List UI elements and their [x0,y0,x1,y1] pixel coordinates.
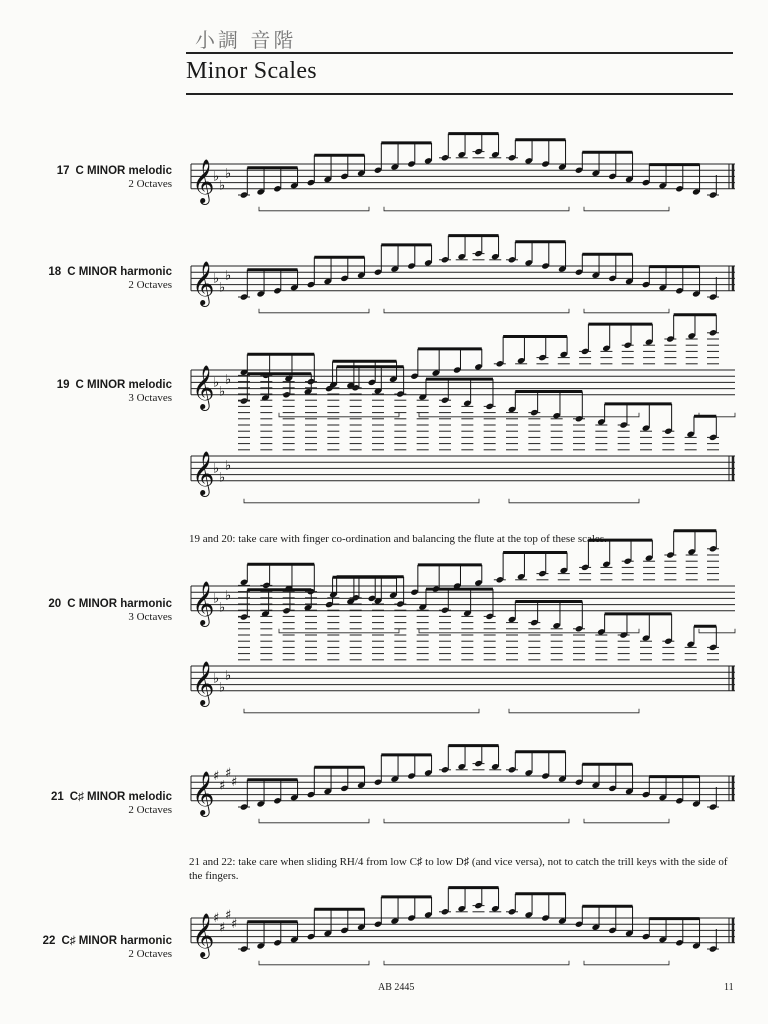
staff-scale-22 [189,904,737,976]
key-signature-accidental: ♭ [225,166,232,182]
slur-bracket [584,819,669,823]
treble-clef: 𝄞 [192,660,215,705]
key-signature-accidental: ♭ [225,372,232,388]
scale-label-18: 18 C MINOR harmonic 2 Octaves [48,266,172,291]
key-signature-accidental: ♯ [231,775,238,791]
key-signature-accidental: ♭ [213,271,220,287]
slur-bracket [279,629,399,633]
handwritten-annotation: 小調 音階 [195,28,297,52]
staff-scale-20-up [189,556,737,646]
slur-bracket [244,709,479,713]
slur-bracket [259,207,369,211]
slur-bracket [259,309,369,313]
treble-clef: 𝄞 [192,450,215,495]
page-number: 11 [724,982,734,993]
key-signature-accidental: ♯ [225,765,232,781]
key-signature-accidental: ♭ [225,268,232,284]
slur-bracket [279,413,399,417]
slur-bracket [419,629,639,633]
treble-clef: 𝄞 [192,580,215,625]
staff-scale-18 [189,252,737,322]
treble-clef: 𝄞 [192,158,215,203]
slur-bracket [699,629,735,633]
staff-scale-17 [189,150,737,220]
note-21-22: 21 and 22: take care when sliding RH/4 from low C♯ to low D♯ (and vice versa), not to catch the trill keys with the side of the fingers. [189,856,728,882]
key-signature-accidental: ♭ [213,591,220,607]
scale-label-21: 21 C♯ MINOR melodic 2 Octaves [50,791,172,816]
note-19-20: 19 and 20: take care with finger co-ordination and balancing the flute at the top of these scales. [189,533,607,545]
key-signature-accidental: ♭ [219,384,226,400]
slur-bracket [384,207,569,211]
slur-bracket [384,819,569,823]
slur-bracket [384,961,569,965]
staff-scale-21 [189,762,737,834]
slur-bracket [584,207,669,211]
staff-scale-20-down [189,650,737,730]
treble-clef: 𝄞 [192,260,215,305]
key-signature-accidental: ♯ [219,778,226,794]
top-rule [186,52,733,54]
slur-bracket [584,309,669,313]
page-title: Minor Scales [186,58,317,84]
key-signature-accidental: ♭ [225,458,232,474]
key-signature-accidental: ♯ [231,917,238,933]
key-signature-accidental: ♯ [225,907,232,923]
key-signature-accidental: ♯ [213,911,220,926]
key-signature-accidental: ♭ [213,461,220,477]
key-signature-accidental: ♭ [219,178,226,194]
key-signature-accidental: ♭ [213,169,220,185]
slur-bracket [584,961,669,965]
key-signature-accidental: ♭ [225,588,232,604]
key-signature-accidental: ♭ [219,470,226,486]
treble-clef: 𝄞 [192,770,215,815]
key-signature-accidental: ♭ [213,375,220,391]
slur-bracket [509,499,639,503]
slur-bracket [259,819,369,823]
key-signature-accidental: ♭ [225,668,232,684]
scale-label-22: 22 C♯ MINOR harmonic 2 Octaves [42,935,172,960]
key-signature-accidental: ♯ [213,769,220,784]
catalogue-code: AB 2445 [378,982,415,993]
slur-bracket [244,499,479,503]
key-signature-accidental: ♭ [219,280,226,296]
key-signature-accidental: ♭ [219,600,226,616]
title-rule [186,93,733,95]
treble-clef: 𝄞 [192,364,215,409]
key-signature-accidental: ♭ [219,680,226,696]
treble-clef: 𝄞 [192,912,215,957]
slur-bracket [419,413,639,417]
key-signature-accidental: ♯ [219,920,226,936]
scale-label-19: 19 C MINOR melodic 3 Octaves [56,379,172,404]
slur-bracket [509,709,639,713]
slur-bracket [384,309,569,313]
staff-scale-19-down [189,440,737,520]
scale-label-17: 17 C MINOR melodic 2 Octaves [56,165,172,190]
scale-label-20: 20 C MINOR harmonic 3 Octaves [48,598,172,623]
slur-bracket [259,961,369,965]
key-signature-accidental: ♭ [213,671,220,687]
